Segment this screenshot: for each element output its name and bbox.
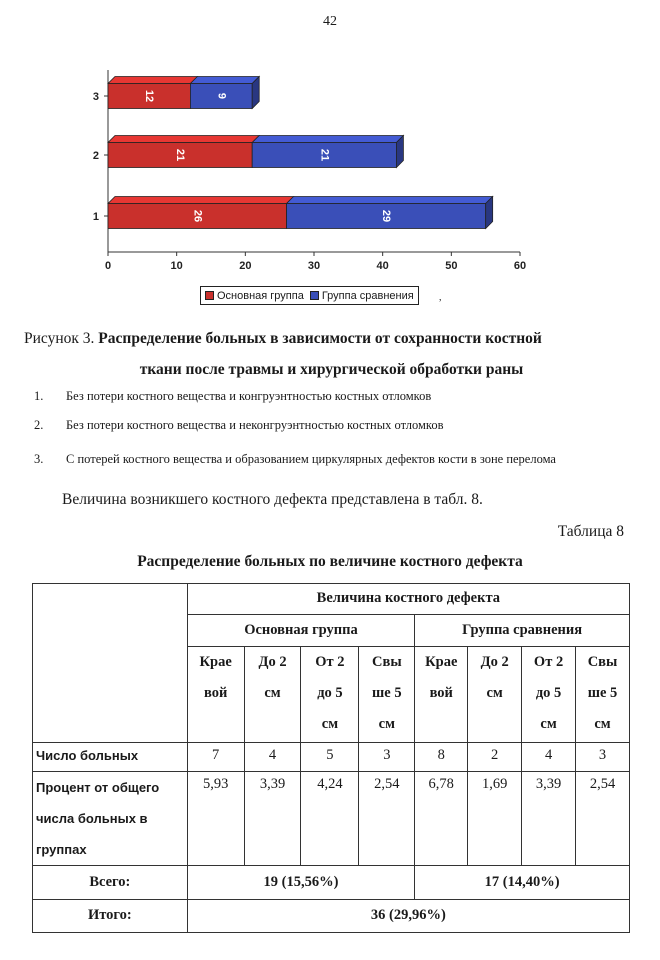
percent-cell: 2,54 (359, 772, 415, 866)
bar-value-label: 29 (380, 209, 393, 223)
bar-value-label: 9 (215, 92, 228, 100)
y-tick-label: 1 (92, 211, 99, 223)
bar-value-label: 21 (174, 148, 187, 162)
legend-label-comparison: Группа сравнения (321, 289, 414, 302)
defect-table (32, 583, 630, 933)
list-text: С потерей костного вещества и образованием циркулярных дефектов кости в зоне перелома (66, 452, 556, 466)
body-paragraph: Величина возникшего костного дефекта представлена в табл. 8. (62, 491, 483, 508)
header-group-comparison: Группа сравнения (415, 615, 630, 647)
total-group-comparison: 17 (14,40%) (415, 866, 630, 900)
caption-title-line2: ткани после травмы и хирургической обработки раны (139, 361, 524, 378)
subheader-cell (359, 647, 415, 743)
percent-cell: 2,54 (576, 772, 630, 866)
subheader-line: От 2 (315, 654, 345, 670)
bar-top-face (252, 136, 403, 143)
grand-total-label: Итого: (33, 900, 188, 933)
subheader-line: вой (429, 685, 453, 701)
y-tick-label: 2 (92, 150, 99, 162)
legend-item-main (205, 290, 304, 302)
page-number: 42 (323, 14, 337, 29)
x-tick-label: 0 (104, 260, 112, 272)
percent-cell: 4,24 (301, 772, 359, 866)
subheader-cell (415, 647, 468, 743)
percent-cell: 3,39 (244, 772, 301, 866)
legend-label-main: Основная группа (217, 289, 304, 302)
subheader-cell (244, 647, 301, 743)
percent-cell: 6,78 (415, 772, 468, 866)
caption-prefix: Рисунок 3. (24, 330, 99, 347)
subheader-line: вой (203, 685, 228, 701)
list-number: 3. (34, 452, 44, 466)
subheader-line: до 5 (317, 685, 343, 701)
bar-value-label: 21 (318, 148, 331, 162)
x-tick-label: 30 (307, 260, 321, 272)
bar-value-label: 26 (191, 209, 204, 223)
bar-top-face (108, 136, 259, 143)
subheader-line: см (321, 716, 339, 732)
subheader-line: см (264, 685, 281, 701)
figure-caption (24, 330, 639, 348)
legend-swatch-comparison (310, 291, 319, 300)
count-cell: 5 (301, 743, 359, 772)
caption-title-line1: Распределение больных в зависимости от сохранности костной (98, 330, 542, 347)
count-cell: 3 (576, 743, 630, 772)
percent-cell: 1,69 (468, 772, 522, 866)
subheader-line: см (378, 716, 395, 732)
y-tick-label: 3 (92, 91, 99, 103)
x-tick-label: 60 (513, 260, 527, 272)
table-title: Распределение больных по величине костного дефекта (137, 553, 523, 570)
subheader-line: До 2 (258, 654, 287, 670)
chart-legend (200, 286, 419, 305)
count-cell: 4 (244, 743, 301, 772)
subheader-cell (187, 647, 244, 743)
bar-value-label: 12 (143, 89, 156, 103)
x-tick-label: 50 (445, 260, 458, 272)
grand-total-value: 36 (29,96%) (187, 900, 629, 933)
count-cell: 8 (415, 743, 468, 772)
count-cell: 4 (522, 743, 576, 772)
header-defect-size: Величина костного дефекта (187, 584, 629, 615)
subheader-line: От 2 (533, 654, 564, 670)
subheader-line: Свы (372, 654, 402, 670)
bar-top-face (287, 197, 493, 204)
subheader-cell (576, 647, 630, 743)
subheader-line: ше 5 (372, 685, 402, 701)
subheader-line: ше 5 (587, 685, 618, 701)
subheader-line: Свы (587, 654, 618, 670)
legend-swatch-main (205, 291, 214, 300)
subheader-line: Крае (199, 654, 232, 670)
row-label-percent-line: Процент от общего (36, 780, 160, 795)
list-number: 2. (34, 418, 44, 432)
bar-top-face (108, 197, 294, 204)
subheader-line: см (486, 685, 503, 701)
x-tick-label: 10 (170, 260, 183, 272)
row-label-count: Число больных (33, 743, 188, 772)
row-label-percent-line: группах (36, 842, 87, 857)
row-label-percent (33, 772, 188, 866)
bar-top-face (108, 77, 197, 84)
list-number: 1. (34, 389, 44, 403)
x-tick-label: 20 (239, 260, 252, 272)
total-label: Всего: (33, 866, 188, 900)
legend-item-comparison (310, 290, 414, 302)
x-tick-label: 40 (376, 260, 389, 272)
total-group-main: 19 (15,56%) (187, 866, 415, 900)
legend-list-item-3 (34, 446, 622, 472)
percent-cell: 3,39 (522, 772, 576, 866)
table-number: Таблица 8 (557, 523, 624, 540)
row-label-percent-line: числа больных в (36, 811, 148, 826)
list-text: Без потери костного вещества и конгруэнтностью костных отломков (66, 389, 432, 403)
subheader-line: см (594, 716, 611, 732)
subheader-line: см (540, 716, 557, 732)
bar-top-face (190, 77, 259, 84)
table-corner-cell (33, 584, 188, 743)
count-cell: 3 (359, 743, 415, 772)
legend-list-item-2 (34, 418, 622, 433)
percent-cell: 5,93 (187, 772, 244, 866)
subheader-line: Крае (425, 654, 458, 670)
subheader-cell (522, 647, 576, 743)
count-cell: 2 (468, 743, 522, 772)
subheader-cell (301, 647, 359, 743)
stacked-bar-chart (80, 62, 540, 287)
subheader-line: до 5 (535, 685, 562, 701)
subheader-line: До 2 (480, 654, 509, 670)
header-group-main: Основная группа (187, 615, 415, 647)
legend-list-item-1 (34, 389, 622, 404)
count-cell: 7 (187, 743, 244, 772)
legend-trailing-mark: , (439, 292, 442, 303)
subheader-cell (468, 647, 522, 743)
list-text: Без потери костного вещества и неконгруэнтностью костных отломков (66, 418, 444, 432)
